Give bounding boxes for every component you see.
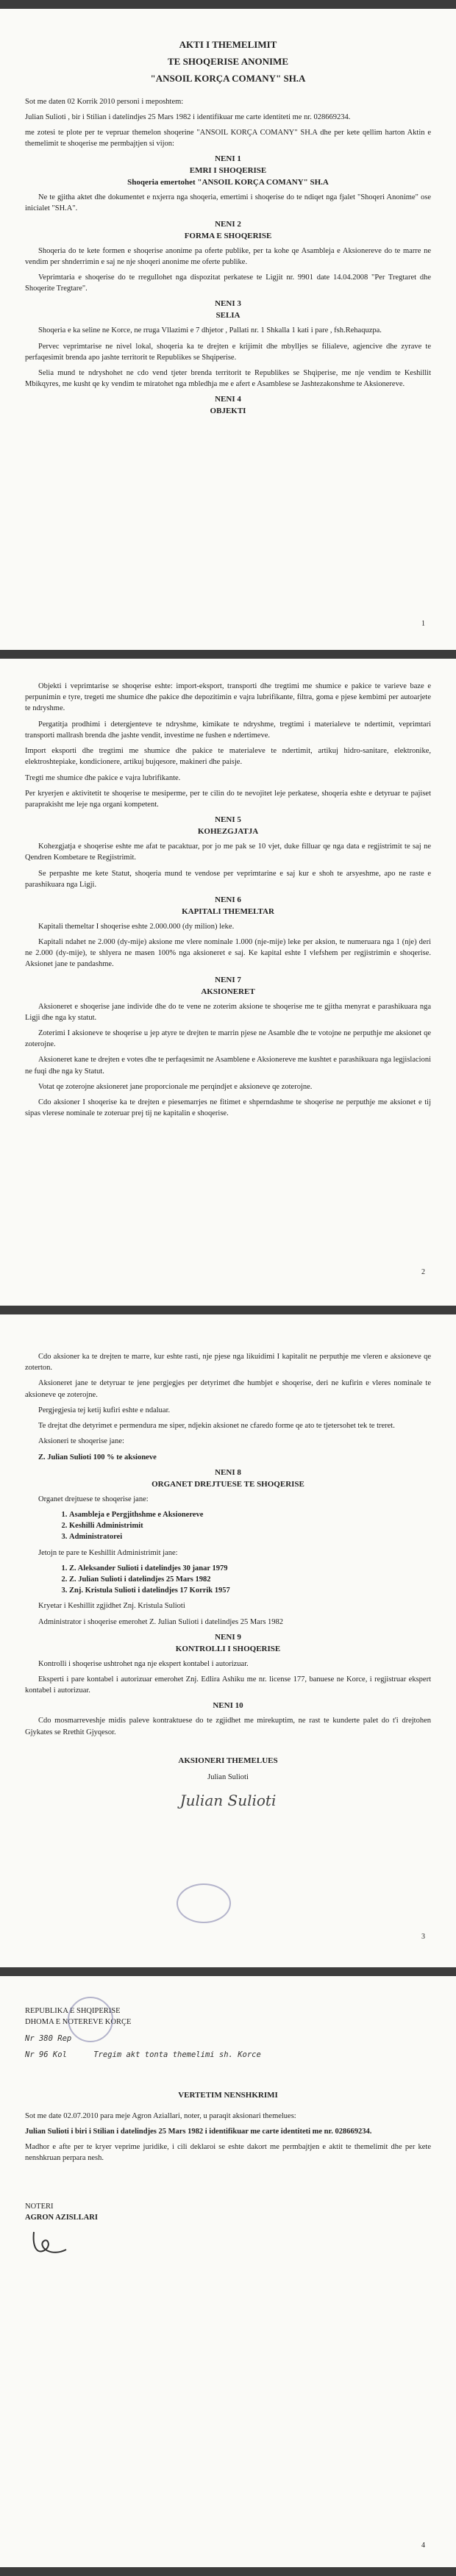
document-page-3 <box>0 1314 456 1967</box>
page-number: 1 <box>421 620 425 628</box>
notary-name: AGRON AZISLLARI <box>25 2213 98 2222</box>
article-10-text: Cdo mosmarreveshje midis paleve kontraktuese do te zgjidhet me mirekuptim, ne rast te kunderte palet do t'i drejtohen Gjykates se Rrethit Gjyqesor. <box>25 1717 431 1736</box>
article-6-title: KAPITALI THEMELTAR <box>182 906 274 916</box>
object-text-3: Import eksporti dhe tregtimi me shumice dhe pakice te materialeve te ndertimit, artikuj hidro-sanitare, elektronike, elektroshtepiake, kondicionere, artikuj bujqesore, makineri dhe paisje. <box>25 747 431 767</box>
deed-title: AKTI I THEMELIMIT <box>179 39 277 50</box>
verification-text-2: Julian Sulioti i biri i Stilian i datelindjes 25 Mars 1982 i identifikuar me carte identiteti me nr. 028669234. <box>25 2128 372 2136</box>
article-3-heading: NENI 3 <box>215 299 241 309</box>
article-9-title: KONTROLLI I SHOQERISE <box>175 1644 281 1653</box>
article-10-heading: NENI 10 <box>213 1701 243 1711</box>
document-page-1 <box>0 9 456 650</box>
kol-number <box>25 2050 431 2061</box>
board-chair-text: Kryetar i Keshillit zgjidhet Znj. Kristula Sulioti <box>38 1602 185 1611</box>
founder-identity: Julian Sulioti , bir i Stilian i datelindjes 25 Mars 1982 i identifikuar me carte identiteti me nr. 028669234. <box>25 112 351 121</box>
article-1-heading: NENI 1 <box>215 154 241 164</box>
shareholder-entry: Z. Julian Sulioti 100 % te aksioneve <box>38 1453 157 1461</box>
article-6-heading: NENI 6 <box>215 895 241 904</box>
article-9-heading: NENI 9 <box>215 1632 241 1642</box>
rep-number: Nr 380 Rep <box>25 2034 72 2044</box>
list-item: 3. Administratorei <box>69 1531 431 1542</box>
article-5-text-2: Se perpashte me kete Statut, shoqeria mund te vendose per veprimtarine e saj kur e shoh te arsyeshme, apo ne raste e parashikuara nga Ligji. <box>25 869 431 889</box>
shareholder-rights-text-2: Aksioneret jane te detyruar te jene pergjegjes per detyrimet dhe humbjet e shoqerise, deri ne kufirin e vleres nominale te aksioneve qe zoterojne. <box>25 1379 431 1399</box>
article-7-text-2: Zoterimi I aksioneve te shoqerise u jep atyre te drejten te marrin pjese ne Asamble dhe te votojne ne perputhje me aksionet qe zoterojne. <box>25 1029 431 1049</box>
republic-header: REPUBLIKA E SHQIPERISE <box>25 2007 121 2015</box>
founder-signature: Julian Sulioti <box>179 1791 277 1809</box>
verification-text-3: Madhor e afte per te kryer veprime juridike, i cili deklaroi se eshte dakort me permbajtjen e aktit te themelimit dhe per kete nenshkruan perpara nesh. <box>25 2143 431 2163</box>
founder-title: AKSIONERI THEMELUES <box>178 1756 278 1765</box>
article-7-heading: NENI 7 <box>215 975 241 984</box>
article-1-subtitle: Shoqeria emertohet "ANSOIL KORÇA COMANY" SH.A <box>127 178 329 187</box>
kol-label: Nr 96 Kol <box>25 2050 67 2059</box>
list-item: 1. Z. Aleksander Sulioti i datelindjes 30 janar 1979 <box>69 1563 431 1574</box>
article-7-text-1: Aksioneret e shoqerise jane individe dhe do te vene ne zoterim aksione te shoqerise me te gjitha menyrat e parashikuara nga Ligji dhe nga ky statut. <box>25 1002 431 1022</box>
list-item: 2. Keshilli Administrimit <box>69 1520 431 1531</box>
company-name-title: "ANSOIL KORÇA COMANY" SH.A <box>150 72 306 84</box>
article-2-text-1: Shoqeria do te kete formen e shoqerise anonime pa oferte publike, per ta kohe qe Asambleja e Aksionereve do te marre ne vendim per shnderrimin e saj ne nje shoqeri anonime me oferte publike. <box>25 246 431 266</box>
article-8-intro: Organet drejtuese te shoqerise jane: <box>38 1495 149 1503</box>
article-3-text-1: Shoqeria e ka seline ne Korce, ne rruga Vllazimi e 7 dhjetor , Pallati nr. 1 Shkalla 1 kati i pare , fsh.Rehaquzpa. <box>38 326 382 335</box>
document-page-4 <box>0 1976 456 2567</box>
shareholder-rights-text-3: Pergjegjesia tej ketij kufiri eshte e ndaluar. <box>38 1406 171 1414</box>
article-5-heading: NENI 5 <box>215 815 241 825</box>
list-item: 3. Znj. Kristula Sulioti i datelindjes 17 Korrik 1957 <box>69 1585 431 1596</box>
article-7-text-5: Cdo aksioner I shoqerise ka te drejten e piesemarrjes ne fitimet e shperndashme te shoqerise ne perputhje me aksionet e tij sipas vlerese nominale te zoteruar prej tij ne kapitalin e shoqerise. <box>25 1098 431 1118</box>
board-members-list <box>69 1563 431 1597</box>
shareholder-list-intro: Aksioneri te shoqerise jane: <box>38 1437 124 1446</box>
article-8-heading: NENI 8 <box>215 1467 241 1477</box>
article-3-title: SELIA <box>215 311 241 321</box>
page-number: 4 <box>421 2541 425 2550</box>
article-6-text-2: Kapitali ndahet ne 2.000 (dy-mije) aksione me vlere nominale 1.000 (nje-mije) leke per aksion, te numeruara nga 1 (nje) deri ne 2.000 (dy-mije), te shlyera ne masen 100% nga aksioneret e saj. Ke kapital eshte I vlefshem per regjistrimin e shoqerise. Aksionet jane te pandashme. <box>25 938 431 969</box>
article-2-heading: NENI 2 <box>215 219 241 229</box>
notary-stamp <box>68 1997 113 2042</box>
document-page-2 <box>0 659 456 1306</box>
notary-chamber: DHOMA E NOTEREVE KORÇE <box>25 2018 132 2027</box>
article-5-text-1: Kohezgjatja e shoqerise eshte me afat te pacaktuar, por jo me pak se 10 vjet, duke filluar qe nga data e regjistrimit te saj ne Qendren Kombetare te Regjistrimit. <box>25 842 431 862</box>
list-item: 1. Asambleja e Pergjithshme e Aksionereve <box>69 1509 431 1520</box>
notary-signature-mark <box>29 2228 74 2260</box>
article-5-title: KOHEZGJATJA <box>197 827 259 837</box>
administrator-text: Administrator i shoqerise emerohet Z. Julian Sulioti i datelindjes 25 Mars 1982 <box>38 1617 284 1626</box>
page-stamp <box>177 1883 231 1923</box>
notary-label: NOTERI <box>25 2202 54 2211</box>
article-3-text-3: Selia mund te ndryshohet ne cdo vend tjeter brenda territorit te Republikes se Shqiperise, me nje vendim te Keshillit Mbikqyres, me kusht qe ky vendim te miratohet nga mbledhja me e afert e Asamblese se Jashtezakonshme te Aksionereve. <box>25 368 431 389</box>
article-2-title: FORMA E SHOQERISE <box>184 231 272 240</box>
founder-name: Julian Sulioti <box>207 1772 249 1781</box>
verification-text-1: Sot me date 02.07.2010 para meje Agron Aziallari, noter, u paraqit aksionari themelues: <box>25 2111 296 2120</box>
intro-line: Sot me daten 02 Korrik 2010 personi i meposhtem: <box>25 97 184 106</box>
article-7-text-3: Aksioneret kane te drejten e votes dhe te perfaqesimit ne Asamblene e Aksionereve me kushtet e parashikuara nga legjislacioni ne fuqi dhe nga ky Statut. <box>25 1056 431 1076</box>
article-8-title: ORGANET DREJTUESE TE SHOQERISE <box>152 1479 304 1489</box>
list-item: 2. Z. Julian Sulioti i datelindjes 25 Mars 1982 <box>69 1574 431 1585</box>
article-1-text: Ne te gjitha aktet dhe dokumentet e nxjerra nga shoqeria, emertimi i shoqerise do te ndiqet nga fjalet "Shoqeri Anonime" ose inicialet "SH.A". <box>25 193 431 213</box>
shareholder-rights-text-4: Te drejtat dhe detyrimet e permendura me siper, ndjekin aksionet ne cfaredo forme qe ato te tjetersohet tek te treret. <box>38 1422 395 1431</box>
article-7-text-4: Votat qe zoterojne aksioneret jane proporcionale me perqindjet e aksioneve qe zoterojne. <box>38 1082 313 1091</box>
object-text-1: Objekti i veprimtarise se shoqerise eshte: import-eksport, transporti dhe tregtimi me shumice e pakice te varieve baze e perpunimin e tyre, tregeti me shumice dhe pakice dhe depozitimin e vajra lubrifikante, filtra, goma e pjese kembimi per autoarjete te ndryshme. <box>25 682 431 713</box>
article-7-title: AKSIONERET <box>201 987 255 996</box>
deed-subtitle: TE SHOQERISE ANONIME <box>168 55 288 67</box>
article-9-text-2: Eksperti i pare kontabel i autorizuar emerohet Znj. Edlira Ashiku me nr. license 177, banuese ne Korce, i regjistruar ekspert kontabel i autorizuar. <box>25 1675 431 1695</box>
article-2-text-2: Veprimtaria e shoqerise do te rregullohet nga dispozitat perkatese te Ligjit nr. 9901 date 14.04.2008 "Per Tregtaret dhe Shoqerite Tregtare". <box>25 273 431 293</box>
page-number: 3 <box>421 1933 425 1941</box>
object-text-5: Per kryerjen e aktivitetit te shoqerise te mesiperme, per te cilin do te nevojitet leje perkatese, shoqeria eshte e detyruar te pajiset paraprakisht me leje nga organi kompetent. <box>25 789 431 809</box>
governing-bodies-list <box>69 1509 431 1543</box>
page-number: 2 <box>421 1268 425 1276</box>
board-members-intro: Jetojn te pare te Keshillit Administrimit jane: <box>38 1548 178 1557</box>
article-4-heading: NENI 4 <box>215 395 241 404</box>
article-1-title: EMRI I SHOQERISE <box>189 166 267 176</box>
article-4-title: OBJEKTI <box>210 407 246 416</box>
handwritten-note: Tregim akt tonta themelimi sh. Korce <box>93 2050 261 2059</box>
article-9-text-1: Kontrolli i shoqerise ushtrohet nga nje ekspert kontabel i autorizuar. <box>38 1659 249 1668</box>
shareholder-rights-text-1: Cdo aksioner ka te drejten te marre, kur eshte rasti, nje pjese nga likuidimi I kapitalit ne perputhje me vleren e aksioneve qe zoterton. <box>25 1353 431 1373</box>
founding-statement: me zotesi te plote per te vepruar themelon shoqerine "ANSOIL KORÇA COMANY" SH.A dhe per kete qellim harton Aktin e themelimit te shoqerise me permbajtjen si vijon: <box>25 128 431 149</box>
article-6-text-1: Kapitali themeltar I shoqerise eshte 2.000.000 (dy milion) leke. <box>38 922 235 931</box>
article-3-text-2: Pervec veprimtarise ne nivel lokal, shoqeria ka te drejten e krijimit dhe mbylljes se filialeve, agjencive dhe zyrave te perfaqesimit brenda apo jashte territorit te Republikes se Shqiperise. <box>25 342 431 362</box>
object-text-2: Pergatitja prodhimi i detergjenteve te ndryshme, kimikate te ndryshme, tregtimi i materialeve te ndertimit, veprimtari transporti mallrash brenda dhe jashte vendit, investime ne fushen e ndertimeve. <box>25 720 431 740</box>
verification-title: VERTETIM NENSHKRIMI <box>178 2090 278 2100</box>
object-text-4: Tregti me shumice dhe pakice e vajra lubrifikante. <box>25 773 181 782</box>
